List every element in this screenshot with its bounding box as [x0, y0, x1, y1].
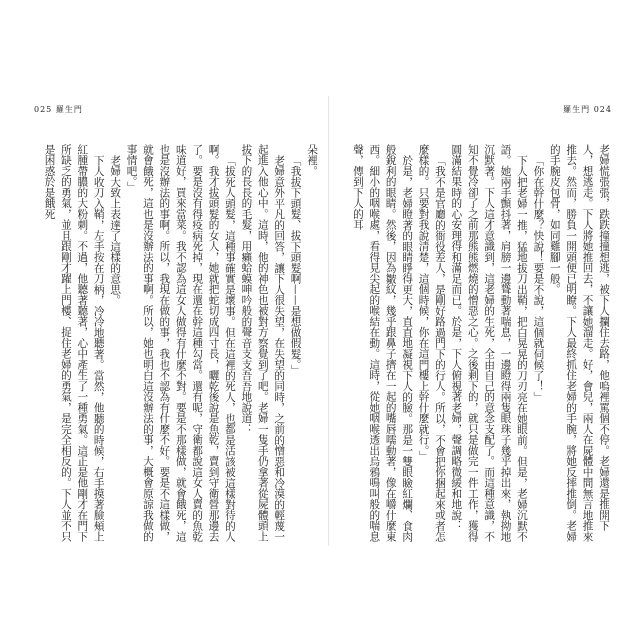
- right-page-number: 024: [593, 105, 612, 114]
- paragraph: 老婦慌張張，跌跌撞撞想逃，被下人攔住去路，他嗚裡罵個不停。老婦還是推開下人，想逃走。下人將她推回去，不讓她溜走。好，會兒，兩人在屍體中間無言地推來推去。然而，勝負一開頭便已明瞭。下人最終抓住老婦的手腕，將她反摔推倒。老婦的手腕皮包骨，如同雞腳一般。: [548, 144, 610, 542]
- left-page: [34, 104, 320, 542]
- paragraph: 「你在幹什麼？快說！要是不說，這個就伺候了！」: [532, 154, 545, 402]
- left-page-title: 羅生門: [55, 105, 83, 114]
- page-gutter: [328, 96, 329, 546]
- right-page-header: [563, 104, 612, 115]
- paragraph: 「我不是官廳的衙役差人，是剛好路過門下的行人。所以，不會把你捆起來或者怎麼樣的。只要對我說清楚，這個時候，你在這門樓上幹什麼就行。」: [417, 144, 446, 542]
- paragraph: 老婦意外平凡的回答，讓下人很失望，在失望的同時，之前的憎惡和冷漠的輕蔑一起進入他心中。這時，他的神色也被對方察覺到了吧。老婦一隻手仍拿著從屍體頭上拔下的長長的毛髮，用癩蛤蟆呻吟般的聲音支支吾吾地說道：: [240, 144, 286, 542]
- left-page-body: [34, 144, 320, 542]
- paragraph: 下人收刀入鞘，左手按在刀柄，冷冷地聽著。當然，他聽的時候，右手摸著臉頰上紅腫帶膿的大粉刺。不過，他聽著聽著，心中產生了一種勇氣。這正是他剛才在門下所缺乏的勇氣，並且跟剛才躍上門樓、捉住老婦的勇氣，是完全相反的。下人並不只是困惑於是餓死: [43, 144, 105, 542]
- paragraph: 「拔死人頭髮，這種事確實是壞事。但在這裡的死人，也都是活該被這樣對待的人啊。我才拔頭髮的女人，她就把蛇切成四寸長，曬乾後說是魚乾，賣到守衛營那邊去了。要是沒有得疫病死掉，現在還在幹這種勾當。還有呢，守衛都說這女人賣的魚乾味道好，買來當菜。我不認為這女人做得有什麼不對。要是不那樣做，就會餓死，這也是沒辦法的事啊。所以，我現在做的事，我也不認為有什麼不好。要是不這樣做，就會餓死，這也是沒辦法的事啊。所以，她也明白這沒辦法的事，大概會原諒我做的事情吧。」: [125, 144, 236, 542]
- left-page-number: 025: [34, 105, 53, 114]
- paragraph: 下人把老婦一推，猛地拔刀出鞘，把白晃晃的刀刃亮在她眼前。但是，老婦沉默不語。她兩手顫抖著，肩膀一邊聳動著喘息，一邊瞪得兩隻眼珠子幾乎掉出來，執拗地沉默著。下人這才意識到，這老婦的生死，全由自己的意念支配了。而這種意識，不知不覺冷卻了之前那熊熊燃燒的憎惡之心。之後剩下的，就只是做完一件工作，獲得圓滿結果時的心安理得和滿足而已。於是，下人俯視著老婦，聲調略微緩和地說：: [450, 144, 528, 542]
- paragraph: 「我拔下頭髮、拔下頭髮啊——是想做假髮。」: [289, 154, 302, 376]
- paragraph: 老婦大致上表達了這樣的意思。: [109, 154, 122, 306]
- paragraph: 於是，老婦瞪著的眼睛睜得更大，直直地凝視下人的臉。那是一雙眼瞼紅爛、食肉般銳利的眼睛。然後，因為皺紋，幾乎跟鼻子擠在一起的嘴唇嚅動著，像在嚼什麼東西。細小的咽喉處，看得見尖起的喉結在動。這時，從她咽喉透出烏鴉鳴叫般的喘息聲，傳到下人的耳: [351, 144, 414, 542]
- paragraph: 朵裡。: [306, 144, 318, 177]
- right-page-title: 羅生門: [563, 105, 591, 114]
- right-page: [340, 104, 612, 542]
- right-page-body: [340, 144, 612, 542]
- left-page-header: [34, 104, 83, 115]
